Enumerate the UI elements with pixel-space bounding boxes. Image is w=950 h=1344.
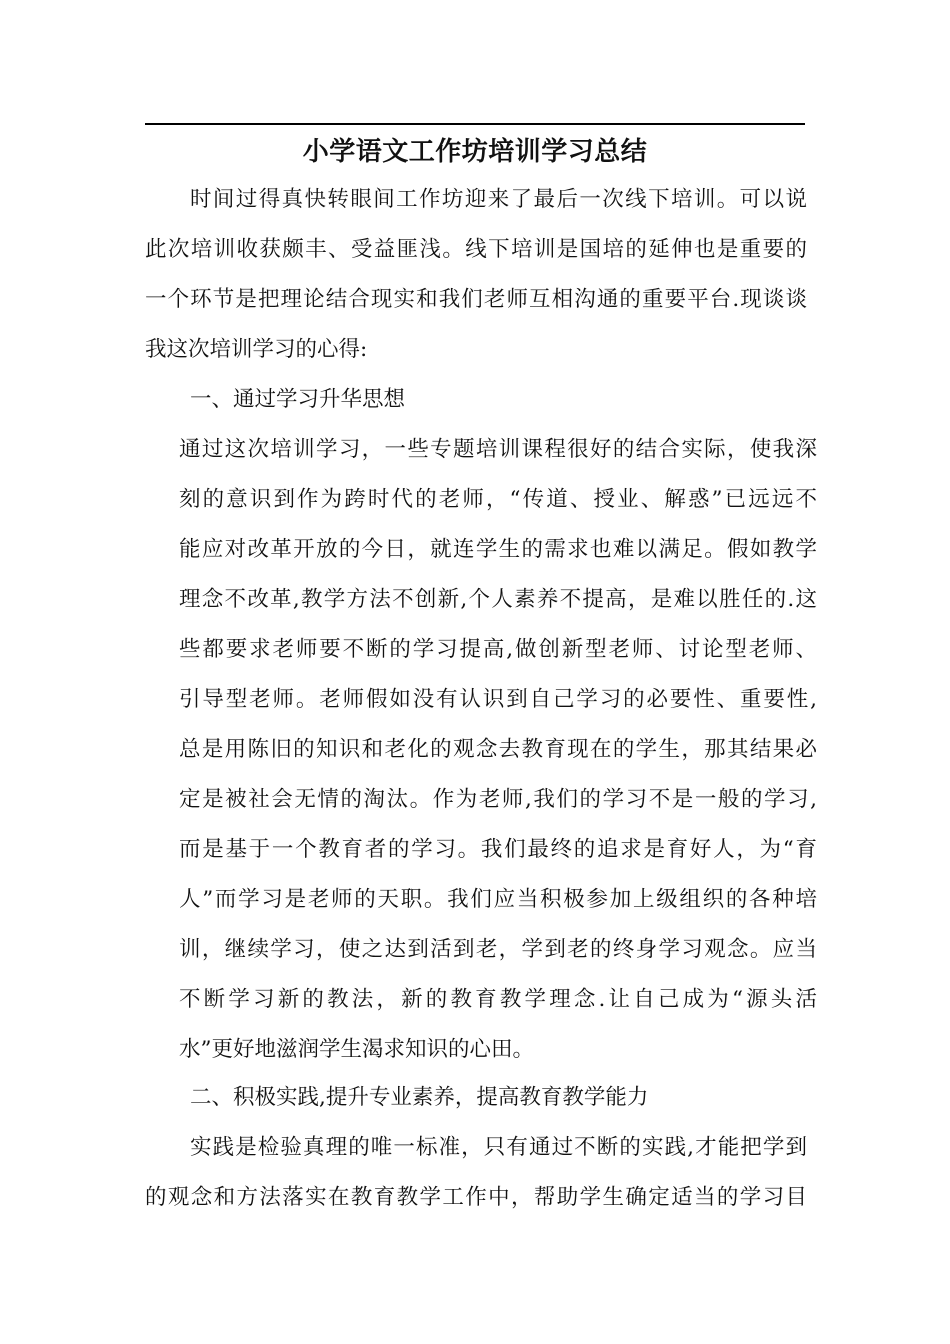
section-1-line-3: 能应对改革开放的今日，就连学生的需求也难以满足。假如教学 bbox=[179, 537, 817, 562]
document-title: 小学语文工作坊培训学习总结 bbox=[302, 137, 648, 167]
section-1-line-5: 些都要求老师要不断的学习提高,做创新型老师、讨论型老师、 bbox=[179, 637, 817, 662]
section-1-line-1: 通过这次培训学习，一些专题培训课程很好的结合实际，使我深 bbox=[179, 437, 817, 462]
intro-line-3: 一个环节是把理论结合现实和我们老师互相沟通的重要平台.现谈谈 bbox=[145, 287, 807, 312]
header-rule bbox=[145, 123, 805, 125]
section-1-line-10: 人”而学习是老师的天职。我们应当积极参加上级组织的各种培 bbox=[179, 887, 817, 912]
section-2-heading: 二、积极实践,提升专业素养，提高教育教学能力 bbox=[190, 1085, 649, 1110]
section-1-line-11: 训，继续学习，使之达到活到老，学到老的终身学习观念。应当 bbox=[179, 937, 817, 962]
section-1-line-4: 理念不改革,教学方法不创新,个人素养不提高，是难以胜任的.这 bbox=[179, 587, 817, 612]
intro-line-4: 我这次培训学习的心得: bbox=[145, 337, 368, 362]
section-1-line-8: 定是被社会无情的淘汰。作为老师,我们的学习不是一般的学习, bbox=[179, 787, 817, 812]
section-1-line-2: 刻的意识到作为跨时代的老师，“传道、授业、解惑”已远远不 bbox=[179, 487, 817, 512]
section-1-line-9: 而是基于一个教育者的学习。我们最终的追求是育好人，为“育 bbox=[179, 837, 817, 862]
section-1-line-13: 水”更好地滋润学生渴求知识的心田。 bbox=[179, 1037, 534, 1062]
section-1-line-12: 不断学习新的教法，新的教育教学理念.让自己成为“源头活 bbox=[179, 987, 817, 1012]
section-1-line-7: 总是用陈旧的知识和老化的观念去教育现在的学生，那其结果必 bbox=[179, 737, 817, 762]
section-1-heading: 一、通过学习升华思想 bbox=[190, 387, 406, 412]
section-1-line-6: 引导型老师。老师假如没有认识到自己学习的必要性、重要性, bbox=[179, 687, 817, 712]
intro-line-2: 此次培训收获颇丰、受益匪浅。线下培训是国培的延伸也是重要的 bbox=[145, 237, 807, 262]
intro-line-1: 时间过得真快转眼间工作坊迎来了最后一次线下培训。可以说 bbox=[190, 187, 807, 212]
section-2-line-1: 实践是检验真理的唯一标准，只有通过不断的实践,才能把学到 bbox=[190, 1135, 807, 1160]
section-2-line-2: 的观念和方法落实在教育教学工作中，帮助学生确定适当的学习目 bbox=[145, 1185, 807, 1210]
